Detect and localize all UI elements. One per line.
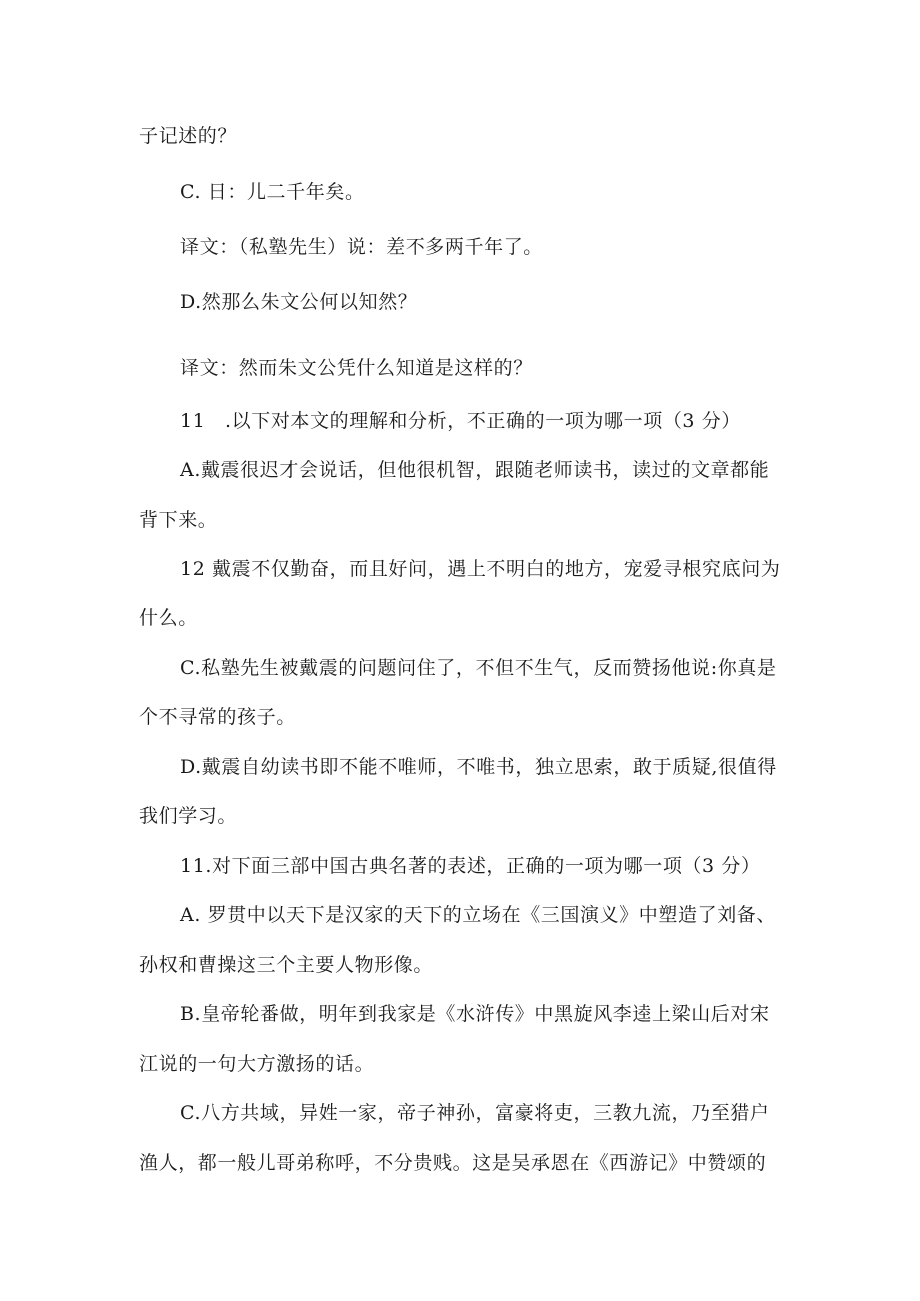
paragraph-line: D.然那么朱文公何以知然？ [180,291,418,313]
paragraph-line: C. 日：儿二千年矣。 [180,181,365,203]
option-line: 背下来。 [139,509,218,531]
option-line: 渔人，都一般儿哥弟称呼，不分贵贱。这是吴承恩在《西游记》中赞颂的 [139,1152,767,1174]
option-line: C.八方共域，异姓一家，帝子神孙，富豪将吏，三教九流，乃至猎户 [180,1102,770,1124]
option-line: A. 罗贯中以天下是汉家的天下的立场在《三国演义》中塑造了刘备、 [180,904,777,926]
paragraph-line: 译文：（私塾先生）说：差不多两千年了。 [180,236,543,258]
question-heading: 11.对下面三部中国古典名著的表述，正确的一项为哪一项（3 分） [180,855,761,877]
option-line: 什么。 [139,607,198,629]
option-line: 12 戴震不仅勤奋，而且好问，遇上不明白的地方，宠爱寻根究底问为 [180,558,781,580]
option-line: 江说的一句大方激扬的话。 [139,1053,375,1075]
option-line: 个不寻常的孩子。 [139,706,296,728]
question-heading: 11 .以下对本文的理解和分析，不正确的一项为哪一项（3 分） [180,410,741,432]
paragraph-line: 译文：然而朱文公凭什么知道是这样的？ [180,357,533,379]
option-line: C.私塾先生被戴震的问题问住了，不但不生气，反而赞扬他说:你真是 [180,657,777,679]
option-line: B.皇帝轮番做，明年到我家是《水浒传》中黑旋风李逵上梁山后对宋 [180,1003,770,1025]
option-line: 孙权和曹操这三个主要人物形像。 [139,954,434,976]
option-line: D.戴震自幼读书即不能不唯师，不唯书，独立思索，敢于质疑,很值得 [180,756,777,778]
option-line: A.戴震很迟才会说话，但他很机智，跟随老师读书，读过的文章都能 [180,459,770,481]
paragraph-line: 子记述的？ [139,125,238,147]
option-line: 我们学习。 [139,805,238,827]
